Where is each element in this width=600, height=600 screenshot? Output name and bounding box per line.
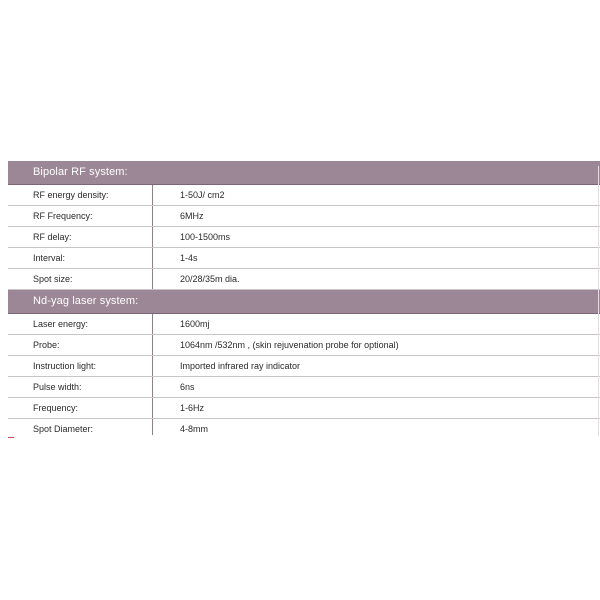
column-divider xyxy=(152,335,153,355)
table-row xyxy=(8,185,600,206)
column-divider xyxy=(152,398,153,418)
table-row xyxy=(8,335,600,356)
table-row xyxy=(8,314,600,335)
column-divider xyxy=(152,269,153,289)
spec-label: Spot Diameter: xyxy=(33,424,94,434)
spec-value: Imported infrared ray indicator xyxy=(180,361,301,371)
spec-value: 6ns xyxy=(180,382,195,392)
spec-value: 1600mj xyxy=(180,319,210,329)
table-row xyxy=(8,206,600,227)
spec-value: 20/28/35m dia. xyxy=(180,274,240,284)
spec-value: 1-6Hz xyxy=(180,403,205,413)
spec-label: RF energy density: xyxy=(33,190,109,200)
spec-label: Frequency: xyxy=(33,403,79,413)
column-divider xyxy=(152,248,153,268)
spec-value: 4-8mm xyxy=(180,424,209,434)
table-row xyxy=(8,377,600,398)
spec-label: Probe: xyxy=(33,340,60,350)
spec-value: 100-1500ms xyxy=(180,232,231,242)
column-divider xyxy=(152,206,153,226)
spec-value: 6MHz xyxy=(180,211,204,221)
section-header-nd-yag-laser xyxy=(8,290,600,314)
red-tick-mark xyxy=(8,437,14,438)
table-right-edge xyxy=(598,166,599,436)
spec-label: Spot size: xyxy=(33,274,73,284)
column-divider xyxy=(152,227,153,247)
spec-label: RF delay: xyxy=(33,232,72,242)
section-title: Nd-yag laser system: xyxy=(33,295,139,307)
spec-value: 1-50J/ cm2 xyxy=(180,190,225,200)
column-divider xyxy=(152,419,153,435)
spec-label: Interval: xyxy=(33,253,66,263)
table-row xyxy=(8,269,600,290)
table-row xyxy=(8,227,600,248)
column-divider xyxy=(152,185,153,205)
spec-value: 1-4s xyxy=(180,253,198,263)
section-title: Bipolar RF system: xyxy=(33,166,128,178)
spec-value: 1064nm /532nm , (skin rejuvenation probe for optional) xyxy=(180,340,399,350)
spec-label: Pulse width: xyxy=(33,382,82,392)
table-row xyxy=(8,356,600,377)
spec-label: Instruction light: xyxy=(33,361,97,371)
spec-label: Laser energy: xyxy=(33,319,89,329)
column-divider xyxy=(152,356,153,376)
spec-table xyxy=(8,161,600,439)
section-header-bipolar-rf xyxy=(8,161,600,185)
table-row xyxy=(8,248,600,269)
column-divider xyxy=(152,377,153,397)
table-row xyxy=(8,398,600,419)
spec-label: RF Frequency: xyxy=(33,211,93,221)
table-row xyxy=(8,419,600,439)
column-divider xyxy=(152,314,153,334)
